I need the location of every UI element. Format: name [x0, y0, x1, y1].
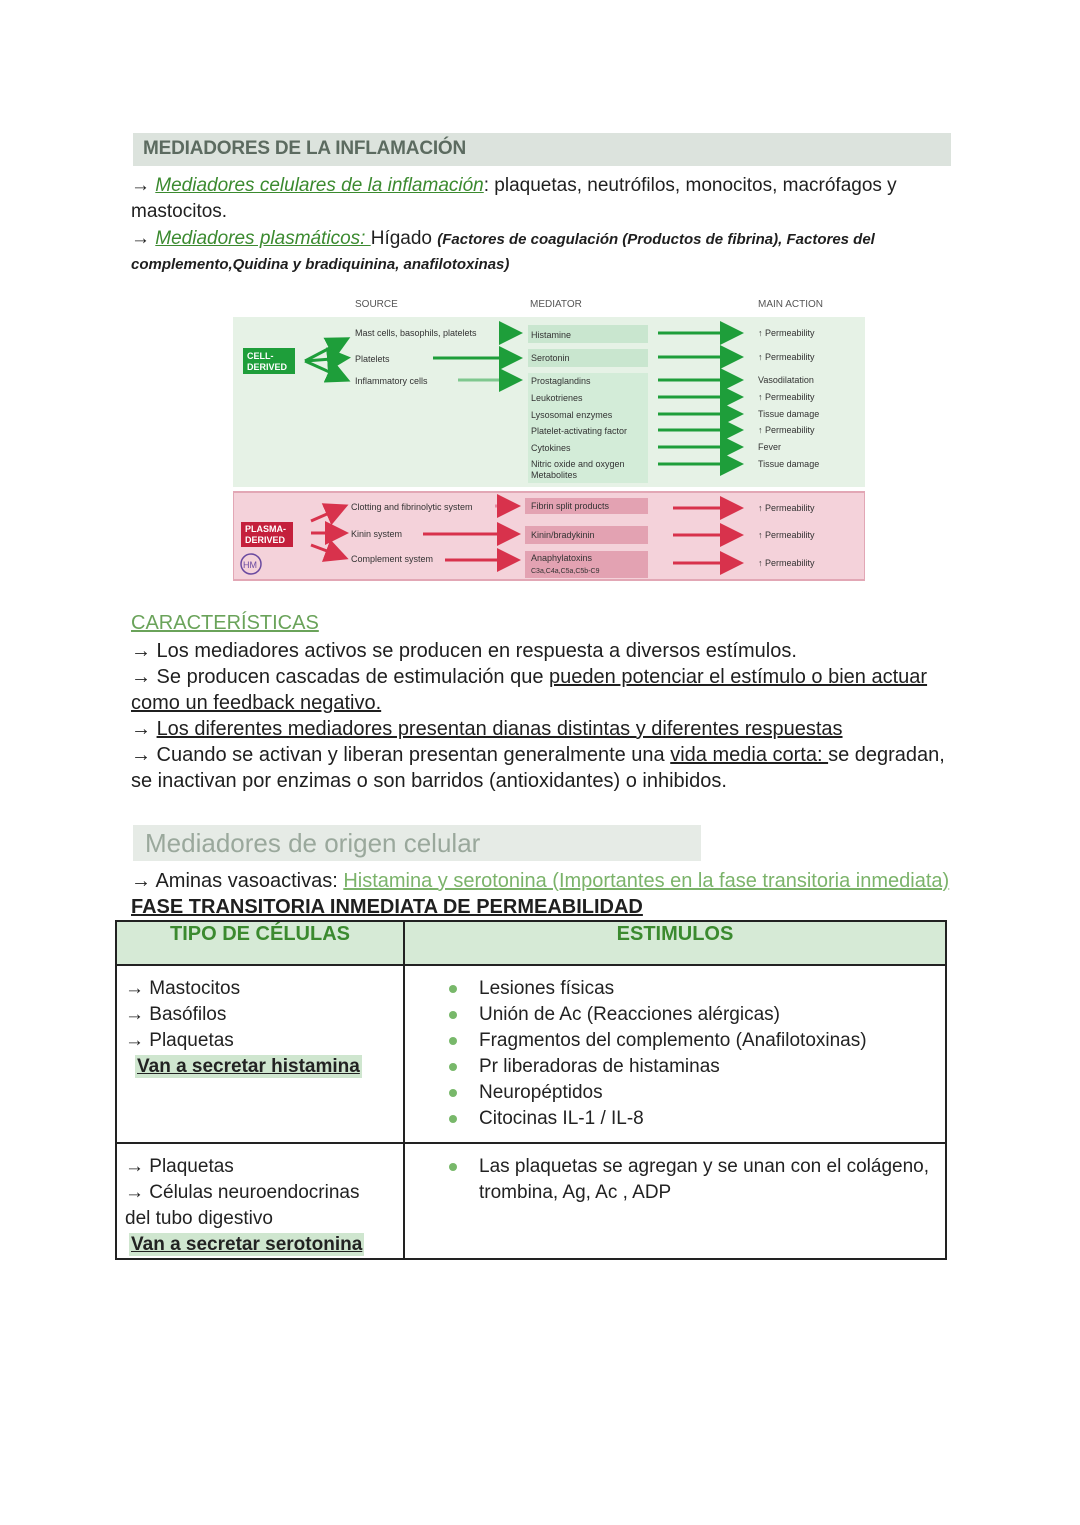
- cell-mediator-4: Leukotrienes: [531, 393, 583, 403]
- carac-l3b: Los diferentes mediadores presentan dianas distintas y diferentes respuestas: [156, 718, 843, 740]
- list-item: Neuropéptidos: [479, 1080, 937, 1106]
- celulares-link[interactable]: Mediadores celulares de la inflamación: [155, 175, 484, 196]
- plasma-label-2: DERIVED: [245, 535, 286, 545]
- carac-line-6: se inactivan por enzimas o son barridos (antioxidantes) o inhibidos.: [131, 770, 727, 792]
- plasma-source-1: Clotting and fibrinolytic system: [351, 502, 473, 512]
- list-item: Pr liberadoras de histaminas: [479, 1054, 937, 1080]
- plasmaticos-note: (Factores de coagulación (Productos de fibrina), Factores del: [437, 231, 875, 248]
- cell-source-1: Mast cells, basophils, platelets: [355, 328, 477, 338]
- list-item: Fragmentos del complemento (Anafilotoxinas): [479, 1028, 937, 1054]
- mediators-figure: [233, 295, 865, 582]
- list-item: Citocinas IL-1 / IL-8: [479, 1106, 937, 1132]
- arrow: →: [131, 175, 150, 196]
- cell-action-1: ↑ Permeability: [758, 328, 815, 338]
- plasma-action-3: ↑ Permeability: [758, 558, 815, 568]
- fase-title: FASE TRANSITORIA INMEDIATA DE PERMEABILIDAD: [131, 896, 643, 918]
- cell-item: → Plaquetas: [125, 1030, 234, 1051]
- cell-mediator-3: Prostaglandins: [531, 376, 591, 386]
- table-row: [116, 1143, 946, 1259]
- cell-action-3: Vasodilatation: [758, 375, 814, 385]
- cell-source-3: Inflammatory cells: [355, 376, 428, 386]
- cell-action-7: Fever: [758, 442, 782, 452]
- celulares-text: : plaquetas, neutrófilos, monocitos, macrófagos y: [483, 175, 897, 196]
- carac-l4a: → Cuando se activan y liberan presentan generalmente una: [131, 744, 671, 766]
- hm-text: HM: [243, 560, 257, 570]
- plasma-mediator-4: C3a,C4a,C5a,C5b-C9: [531, 568, 600, 575]
- intro-line-4: complemento,Quidina y bradiquinina, anafilotoxinas): [131, 256, 510, 273]
- aminas-line: [131, 868, 949, 894]
- intro-line-2: mastocitos.: [131, 201, 228, 222]
- carac-l4b: vida media corta:: [670, 744, 829, 766]
- cell-source-2: Platelets: [355, 354, 390, 364]
- cell-mediator-7: Cytokines: [531, 443, 571, 453]
- cell-item: → Basófilos: [125, 1004, 227, 1025]
- plasma-source-2: Kinin system: [351, 529, 403, 539]
- header-source: SOURCE: [355, 299, 398, 310]
- carac-l3a: →: [131, 718, 157, 740]
- serotonina-highlight: Van a secretar serotonina: [131, 1234, 363, 1255]
- row2-stimuli: [404, 1143, 946, 1259]
- cell-mediator-1: Histamine: [531, 330, 572, 340]
- plasmaticos-link[interactable]: Mediadores plasmáticos:: [155, 228, 371, 249]
- intro-line-3: [131, 226, 875, 253]
- cell-mediator-2: Serotonin: [531, 353, 570, 363]
- cell-mediator-9: Metabolites: [531, 470, 578, 480]
- stim-line-1: Las plaquetas se agregan y se unan con el colágeno,: [479, 1156, 929, 1177]
- plasma-action-1: ↑ Permeability: [758, 503, 815, 513]
- cells-stimuli-table: [115, 920, 947, 1260]
- plasma-mediator-3: Anaphylatoxins: [531, 553, 593, 563]
- cell-item: → Células neuroendocrinas: [125, 1182, 360, 1203]
- celular-title: Mediadores de origen celular: [145, 828, 481, 858]
- plasmaticos-text: Hígado: [370, 228, 438, 249]
- plasma-label-1: PLASMA-: [245, 524, 286, 534]
- cell-mediator-5: Lysosomal enzymes: [531, 410, 613, 420]
- section-header: [133, 133, 951, 166]
- caracteristicas-title: CARACTERÍSTICAS: [131, 612, 319, 634]
- carac-line-5: [131, 742, 945, 768]
- plasma-mediator-2: Kinin/bradykinin: [531, 530, 595, 540]
- plasma-source-3: Complement system: [351, 554, 434, 564]
- cell-mediator-6: Platelet-activating factor: [531, 426, 628, 436]
- cell-action-4: ↑ Permeability: [758, 392, 815, 402]
- plasma-action-2: ↑ Permeability: [758, 530, 815, 540]
- cell-item: → Plaquetas: [125, 1156, 234, 1177]
- celular-header: [133, 825, 701, 861]
- list-item: [479, 1154, 937, 1206]
- aminas-label: → Aminas vasoactivas:: [131, 870, 344, 892]
- carac-line-3: como un feedback negativo.: [131, 692, 382, 714]
- aminas-link[interactable]: Histamina y serotonina (Importantes en la fase transitoria inmediata): [343, 870, 950, 892]
- carac-l2b: pueden potenciar el estímulo o bien actuar: [549, 666, 928, 688]
- carac-line-2: [131, 664, 927, 690]
- cell-item: → Mastocitos: [125, 978, 241, 999]
- cell-mediator-8: Nitric oxide and oxygen: [531, 459, 625, 469]
- row2-cells: [116, 1143, 404, 1259]
- row1-cells: [116, 965, 404, 1143]
- histamina-highlight: Van a secretar histamina: [137, 1056, 360, 1077]
- col-header-stimuli: ESTIMULOS: [404, 921, 946, 965]
- cell-item: del tubo digestivo: [125, 1208, 273, 1229]
- carac-line-4: [131, 716, 843, 742]
- cell-label-2: DERIVED: [247, 362, 288, 372]
- carac-line-1: → Los mediadores activos se producen en respuesta a diversos estímulos.: [131, 640, 797, 662]
- header-action: MAIN ACTION: [758, 299, 824, 310]
- carac-l2a: → Se producen cascadas de estimulación que: [131, 666, 550, 688]
- cell-action-8: Tissue damage: [758, 459, 820, 469]
- cell-label-1: CELL-: [247, 351, 274, 361]
- col-header-cells: TIPO DE CÉLULAS: [116, 921, 404, 965]
- stim-line-2: trombina, Ag, Ac , ADP: [479, 1182, 672, 1203]
- section-title: MEDIADORES DE LA INFLAMACIÓN: [143, 138, 467, 159]
- cell-action-2: ↑ Permeability: [758, 352, 815, 362]
- cell-action-5: Tissue damage: [758, 409, 820, 419]
- header-mediator: MEDIATOR: [530, 299, 582, 310]
- arrow: →: [131, 228, 150, 249]
- row1-stimuli: [404, 965, 946, 1143]
- intro-line-1: [131, 173, 897, 199]
- table-row: [116, 965, 946, 1143]
- carac-l4c: se degradan,: [828, 744, 945, 766]
- list-item: Lesiones físicas: [479, 976, 937, 1002]
- plasma-mediator-1: Fibrin split products: [531, 501, 610, 511]
- list-item: Unión de Ac (Reacciones alérgicas): [479, 1002, 937, 1028]
- cell-action-6: ↑ Permeability: [758, 425, 815, 435]
